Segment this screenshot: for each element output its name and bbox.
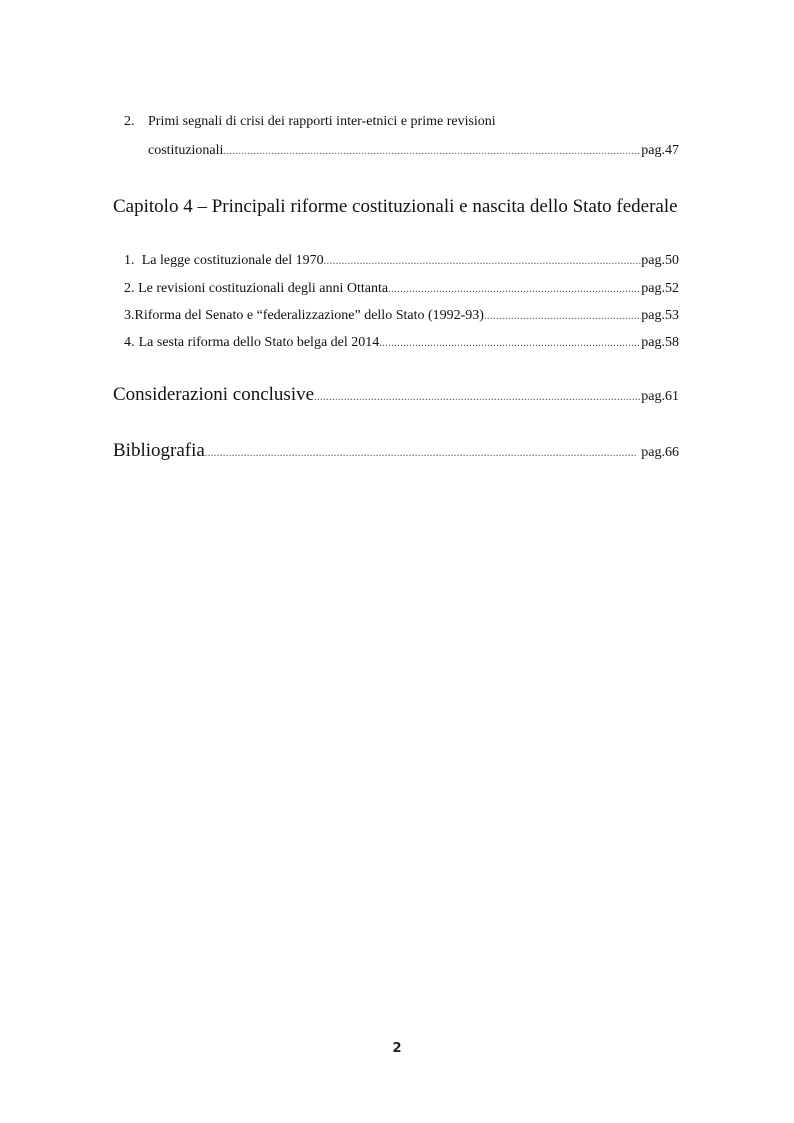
toc-page-ref: pag.52 xyxy=(641,281,679,296)
toc-entry-text: Bibliografia xyxy=(113,440,205,461)
toc-entry-text: Considerazioni conclusive xyxy=(113,384,315,405)
chapter-heading: Capitolo 4 – Principali riforme costituzionali e nascita dello Stato federale xyxy=(113,196,678,217)
toc-leader-dots xyxy=(205,445,641,461)
toc-leader-dots xyxy=(223,143,641,159)
toc-entry-ch4-item3[interactable] xyxy=(124,308,679,324)
page-number: 2 xyxy=(392,1041,402,1056)
toc-entry-ch4-item2[interactable] xyxy=(124,281,679,297)
toc-entry-text: Riforma del Senato e “federalizzazione” dello Stato (1992-93) xyxy=(134,308,484,323)
toc-entry-ch3-item2-line1 xyxy=(124,114,684,130)
toc-page-ref: pag.53 xyxy=(641,308,679,323)
toc-entry-number: 1. xyxy=(124,253,135,268)
toc-entry-number: 3. xyxy=(124,308,135,323)
toc-leader-dots xyxy=(379,335,641,351)
toc-entry-text: La legge costituzionale del 1970 xyxy=(141,253,324,268)
toc-entry-ch3-item2-line2[interactable] xyxy=(148,143,679,159)
toc-entry-ch4-item4[interactable] xyxy=(124,335,679,351)
toc-entry-text: La sesta riforma dello Stato belga del 2014 xyxy=(138,335,380,350)
toc-entry-text: costituzionali xyxy=(148,143,224,158)
toc-leader-dots xyxy=(314,389,641,405)
toc-entry-bibliography[interactable] xyxy=(113,440,679,462)
toc-leader-dots xyxy=(324,253,642,269)
toc-page-ref: pag.66 xyxy=(641,445,679,460)
toc-entry-number: 2. xyxy=(124,114,135,129)
toc-entry-text: Le revisioni costituzionali degli anni Ottanta xyxy=(138,281,389,296)
toc-leader-dots xyxy=(388,281,641,297)
toc-entry-conclusions[interactable] xyxy=(113,384,679,406)
toc-entry-number: 2. xyxy=(124,281,135,296)
toc-entry-ch4-item1[interactable] xyxy=(124,253,679,269)
toc-page-ref: pag.50 xyxy=(641,253,679,268)
toc-page-ref: pag.61 xyxy=(641,389,679,404)
toc-page-ref: pag.58 xyxy=(641,335,679,350)
toc-page-ref: pag.47 xyxy=(641,143,679,158)
toc-leader-dots xyxy=(484,308,641,324)
toc-entry-number: 4. xyxy=(124,335,135,350)
toc-entry-text: Primi segnali di crisi dei rapporti inter-etnici e prime revisioni xyxy=(148,114,496,129)
